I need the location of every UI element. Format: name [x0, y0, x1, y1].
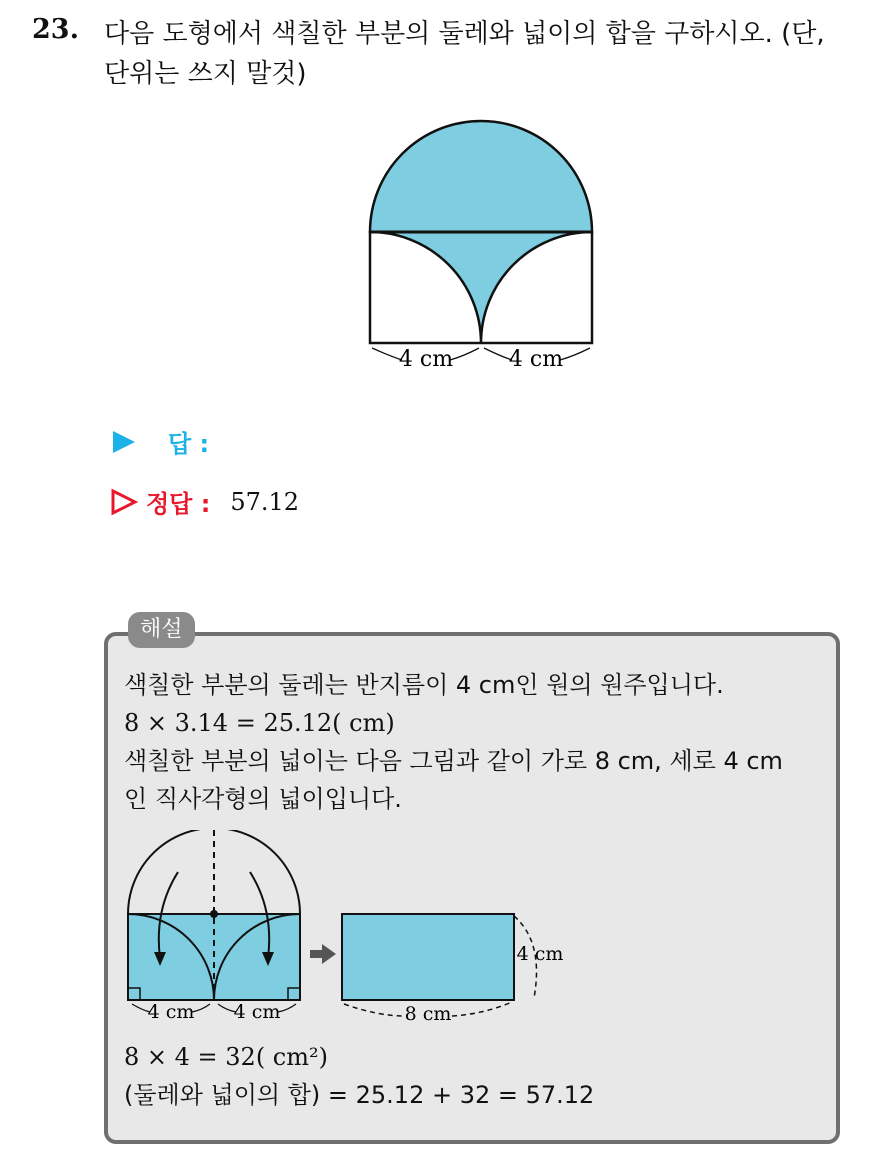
correct-answer-row: [110, 484, 299, 519]
solution-line2: 8 × 3.14 = 25.12( cm): [124, 709, 395, 737]
solution-text: [124, 666, 836, 818]
solution-line3: 색칠한 부분의 넓이는 다음 그림과 같이 가로 8 cm, 세로 4 cm: [124, 747, 783, 775]
question-number: 23.: [32, 14, 79, 45]
left-length-label: 4 cm: [398, 347, 454, 372]
right-length-label: 4 cm: [508, 347, 564, 372]
question-text-line2: 단위는 쓰지 말것): [104, 59, 307, 89]
solution-line5: 8 × 4 = 32( cm²): [124, 1043, 328, 1071]
right-arrow-icon: [310, 944, 336, 964]
question-text: [104, 14, 864, 94]
solution-line4: 인 직사각형의 넓이입니다.: [124, 785, 402, 813]
answer-label: 답 :: [168, 430, 210, 458]
solution-line6: (둘레와 넓이의 합) = 25.12 + 32 = 57.12: [124, 1081, 595, 1109]
question-figure: [360, 112, 606, 382]
solution-end: [124, 1038, 594, 1114]
result-rectangle: [342, 914, 514, 1000]
solution-tab: 해설: [128, 612, 195, 648]
play-outline-icon: [110, 488, 138, 516]
correct-answer-label: 정답 :: [146, 490, 211, 518]
shaded-semicircle: [370, 121, 592, 232]
correct-answer-value: 57.12: [230, 487, 300, 516]
question-text-line1: 다음 도형에서 색칠한 부분의 둘레와 넓이의 합을 구하시오. (단,: [104, 19, 825, 49]
solution-figure: [118, 830, 578, 1030]
answer-row: [110, 424, 209, 459]
rect-width-label: 8 cm: [404, 1003, 452, 1025]
play-icon: [110, 428, 138, 456]
solution-line1: 색칠한 부분의 둘레는 반지름이 4 cm인 원의 원주입니다.: [124, 671, 724, 699]
fig2-left-label: 4 cm: [147, 1001, 195, 1023]
rect-height-label: 4 cm: [516, 943, 564, 965]
fig2-right-label: 4 cm: [233, 1001, 281, 1023]
